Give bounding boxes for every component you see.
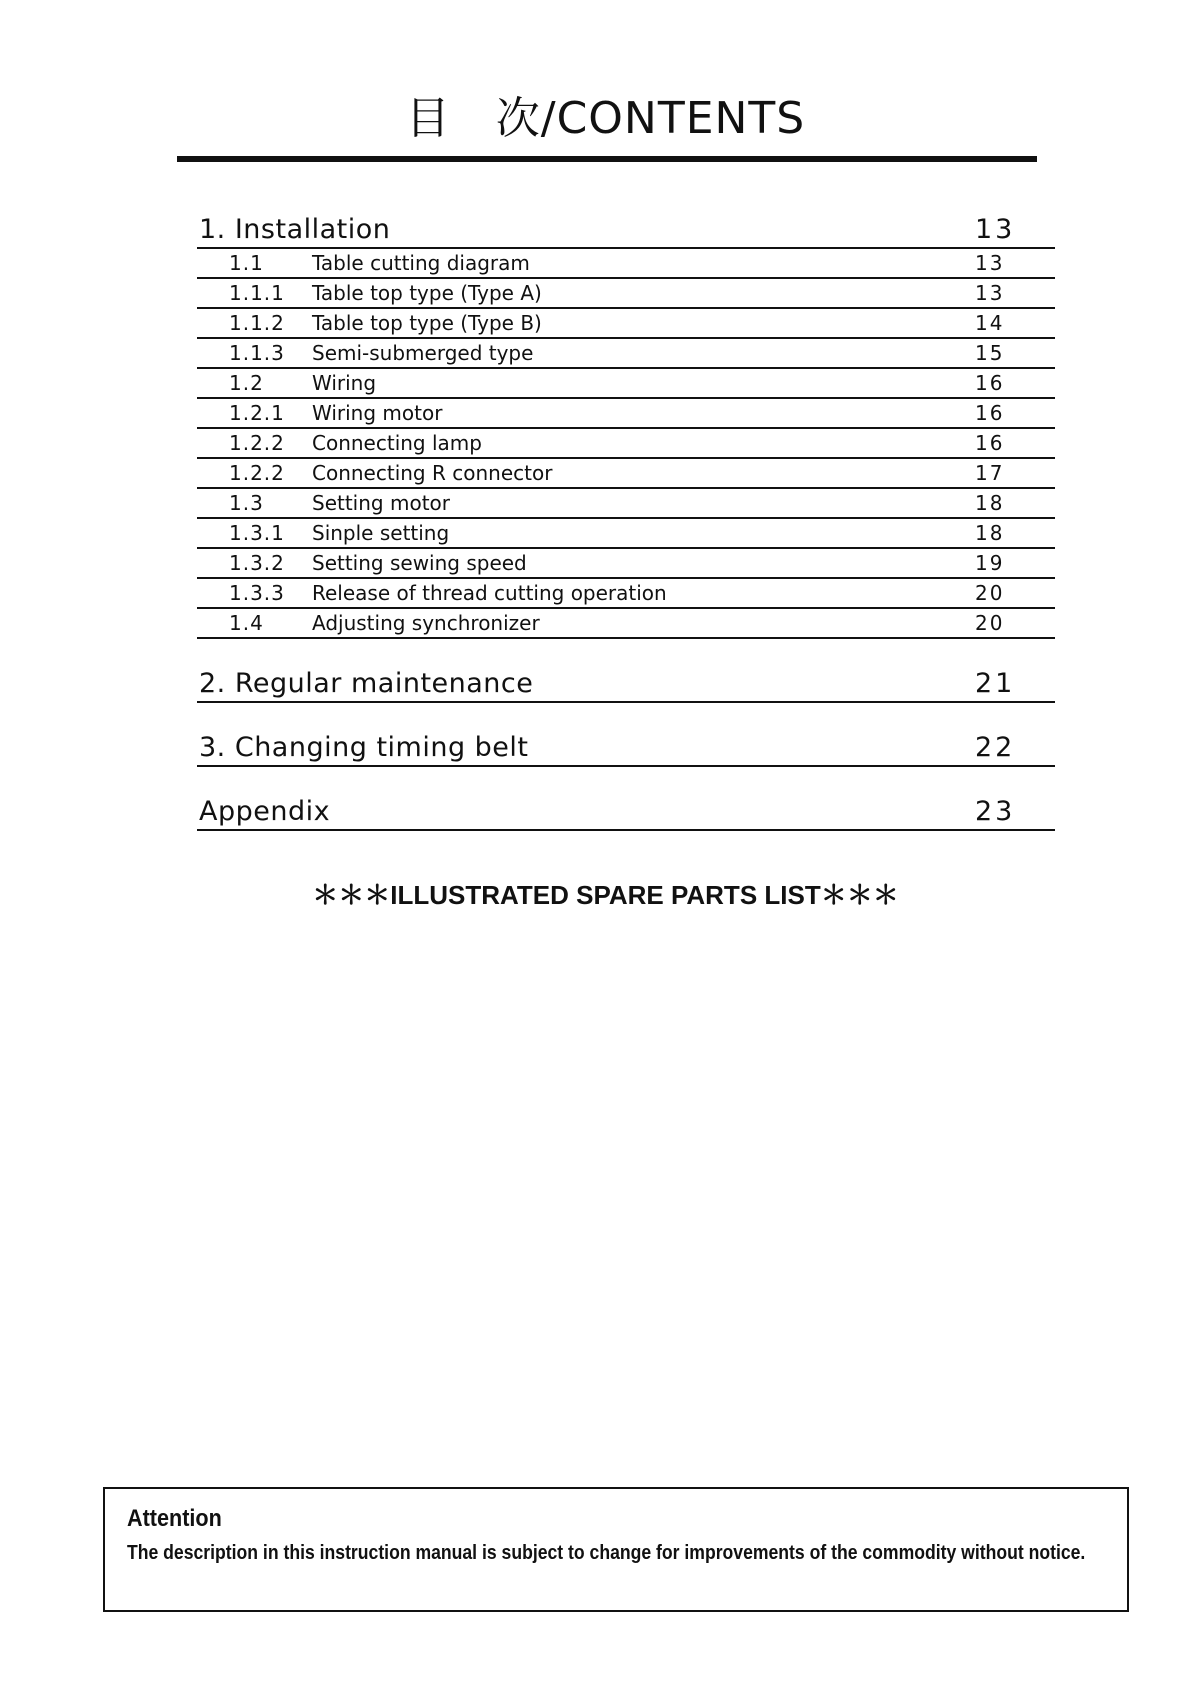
chapter-page-number: 21 xyxy=(975,668,1016,699)
page-title: 目 次/CONTENTS xyxy=(405,93,806,144)
spare-parts-list-heading: ＊＊＊ILLUSTRATED SPARE PARTS LIST＊＊＊ xyxy=(312,880,899,910)
section-title: Sinple setting xyxy=(312,521,450,545)
toc-row[interactable] xyxy=(197,369,1055,399)
section-number: 1.3.1 xyxy=(229,521,285,545)
chapter-page-number: 22 xyxy=(975,732,1016,763)
section-title: Setting sewing speed xyxy=(312,551,527,575)
section-number: 1.3 xyxy=(229,491,264,515)
chapter-page-number: 23 xyxy=(975,796,1016,827)
section-page-number: 19 xyxy=(975,551,1005,575)
chapter-row-installation[interactable] xyxy=(197,205,1055,249)
toc-row[interactable] xyxy=(197,549,1055,579)
section-number: 1.3.2 xyxy=(229,551,285,575)
section-number: 1.4 xyxy=(229,611,264,635)
toc-row[interactable] xyxy=(197,519,1055,549)
section-page-number: 20 xyxy=(975,581,1005,605)
section-page-number: 16 xyxy=(975,401,1005,425)
section-title: Semi-submerged type xyxy=(312,341,534,365)
title-rule xyxy=(177,156,1037,162)
toc-row[interactable] xyxy=(197,309,1055,339)
chapter-row-regular-maintenance[interactable] xyxy=(197,659,1055,703)
section-number: 1.1 xyxy=(229,251,264,275)
section-title: Connecting lamp xyxy=(312,431,482,455)
toc-row[interactable] xyxy=(197,609,1055,639)
chapter-row-changing-timing-belt[interactable] xyxy=(197,723,1055,767)
section-page-number: 16 xyxy=(975,371,1005,395)
section-number: 1.1.3 xyxy=(229,341,285,365)
section-page-number: 13 xyxy=(975,251,1005,275)
chapter-row-appendix[interactable] xyxy=(197,787,1055,831)
chapter-title: Appendix xyxy=(199,796,331,827)
spacer xyxy=(197,639,1055,659)
section-number: 1.2.2 xyxy=(229,431,285,455)
section-title: Wiring xyxy=(312,371,377,395)
section-title: Table cutting diagram xyxy=(312,251,530,275)
section-page-number: 16 xyxy=(975,431,1005,455)
chapter-title: 2. Regular maintenance xyxy=(199,668,534,699)
attention-title: Attention xyxy=(127,1505,222,1532)
table-of-contents xyxy=(197,205,1055,831)
section-number: 1.1.1 xyxy=(229,281,285,305)
chapter-page-number: 13 xyxy=(975,214,1016,245)
section-title: Connecting R connector xyxy=(312,461,553,485)
toc-row[interactable] xyxy=(197,429,1055,459)
section-page-number: 13 xyxy=(975,281,1005,305)
section-page-number: 14 xyxy=(975,311,1005,335)
toc-row[interactable] xyxy=(197,279,1055,309)
attention-notice xyxy=(103,1487,1129,1612)
toc-row[interactable] xyxy=(197,459,1055,489)
spacer xyxy=(197,703,1055,723)
section-title: Release of thread cutting operation xyxy=(312,581,667,605)
attention-text: The description in this instruction manual is subject to change for improvements of the commodity without notice. xyxy=(127,1542,1086,1564)
section-page-number: 18 xyxy=(975,491,1005,515)
section-page-number: 20 xyxy=(975,611,1005,635)
section-number: 1.1.2 xyxy=(229,311,285,335)
section-page-number: 18 xyxy=(975,521,1005,545)
section-number: 1.2.1 xyxy=(229,401,285,425)
section-title: Setting motor xyxy=(312,491,450,515)
toc-row[interactable] xyxy=(197,579,1055,609)
section-number: 1.2.2 xyxy=(229,461,285,485)
section-page-number: 17 xyxy=(975,461,1005,485)
chapter-title: 1. Installation xyxy=(199,214,391,245)
toc-row[interactable] xyxy=(197,489,1055,519)
spacer xyxy=(197,767,1055,787)
chapter-title: 3. Changing timing belt xyxy=(199,732,529,763)
section-number: 1.3.3 xyxy=(229,581,285,605)
section-number: 1.2 xyxy=(229,371,264,395)
subsection-list xyxy=(197,249,1055,639)
section-title: Table top type (Type B) xyxy=(312,311,542,335)
section-page-number: 15 xyxy=(975,341,1005,365)
section-title: Wiring motor xyxy=(312,401,443,425)
toc-row[interactable] xyxy=(197,339,1055,369)
toc-row[interactable] xyxy=(197,249,1055,279)
section-title: Adjusting synchronizer xyxy=(312,611,540,635)
section-title: Table top type (Type A) xyxy=(312,281,542,305)
toc-row[interactable] xyxy=(197,399,1055,429)
